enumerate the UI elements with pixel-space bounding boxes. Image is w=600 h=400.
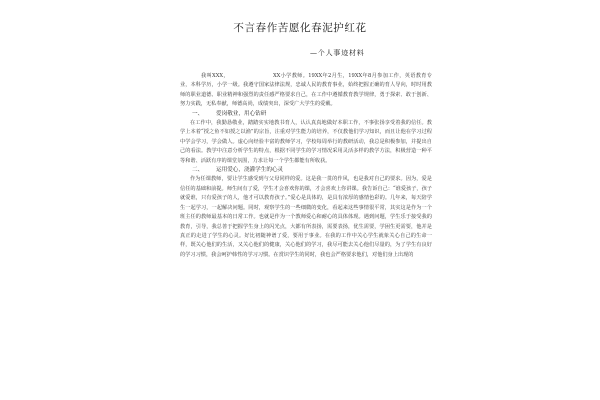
section-heading-text: 运用爱心，浇灌学生的心灵 bbox=[216, 167, 284, 174]
section-heading-2 bbox=[180, 166, 432, 175]
section-1-paragraph: 在工作中，我勤恳敬业，踏踏实实地教书育人，认认真真地做好本职工作，不事张扬享受着我的信任。教学上本着“授之鱼不如授之以渔”的宗旨，注重对学生能力的培养，不仅教他们学习知识，而且让他在学习过程中学会学习，学会做人。虚心向经验丰富的教师学习，学校每周举行的教研活动，我总是积极参加，并提出自己的看法。教学中注意分析学生的特点，根据不同学生的学习情况采用灵活多样的教学方法，积极营造一种平等和谐、活跃有序的课堂氛围，力求让每一个学生都能有所收获。 bbox=[180, 120, 432, 164]
document-body bbox=[180, 72, 432, 260]
section-heading-1 bbox=[180, 110, 432, 119]
section-number: 二、 bbox=[192, 167, 204, 174]
document-title: 不言春作苦愿化春泥护红花 bbox=[233, 22, 367, 34]
intro-name: 我叫XXX， bbox=[201, 73, 229, 79]
section-2-paragraph: 作为任课教师，要让学生感受到与父母同样的爱。这是我一贯的作风，也是我对自己的要求。因为，爱是信任的基础和前提。师生间有了爱，学生才会喜欢你的课，才会喜欢上你讲课。我告诉自己：“谁爱孩子，孩子就爱谁，只有爱孩子的人，他才可以教育孩子。”爱心是具体的，是具有浓厚的感情色彩的。几年来，每天陪学生一起学习，一起解决问题。同时，观察学生的一些细微的变化，看起来这些事情很平常，其实这是作为一个班主任的教师最基本的日常工作。也就是作为一个教师爱心和耐心的具体体现。遇到问题，学生乐于接受我的教育，引导，我总善于把握学生身上的闪光点，大都有所表扬，需要表扬，优生需要，学困生更需要，他并是真正的走进了学生的心灵。好比初随神谱了爱，要用于事业。在我的工作中关心学生就象关心自己的生命一样，既关心他们的生活，又关心他们的健康，关心他们的学习，我尽可能去关心他们尽量的，为了学生有良好的学习习惯，我会呵护韩性的学习习惯。在赏识学生的同时，我也会严格要求他们，对他们身上出现的 bbox=[180, 176, 432, 258]
section-heading-text: 爱岗敬业，用心钻研 bbox=[216, 110, 267, 117]
intro-text: XX小学教师。19XX年2月生，19XX年8月参加工作，英语教育专业，本科学历，小学一级。我遵守国家法律法规，忠诚人民的教育事业，始终把握正确的育人导向，时时用教师的职业道德、职业精神和强烈的责任感严格要求自己，在工作中遵循教育教学规律，勇于探索、敢于创新、努力实践，无私奉献，师德高尚，成绩突出，深受广大学生的爱戴。 bbox=[180, 73, 432, 108]
section-number: 一、 bbox=[192, 110, 204, 117]
intro-paragraph bbox=[180, 72, 432, 110]
document-subtitle: —个人事迹材料 bbox=[310, 49, 365, 57]
